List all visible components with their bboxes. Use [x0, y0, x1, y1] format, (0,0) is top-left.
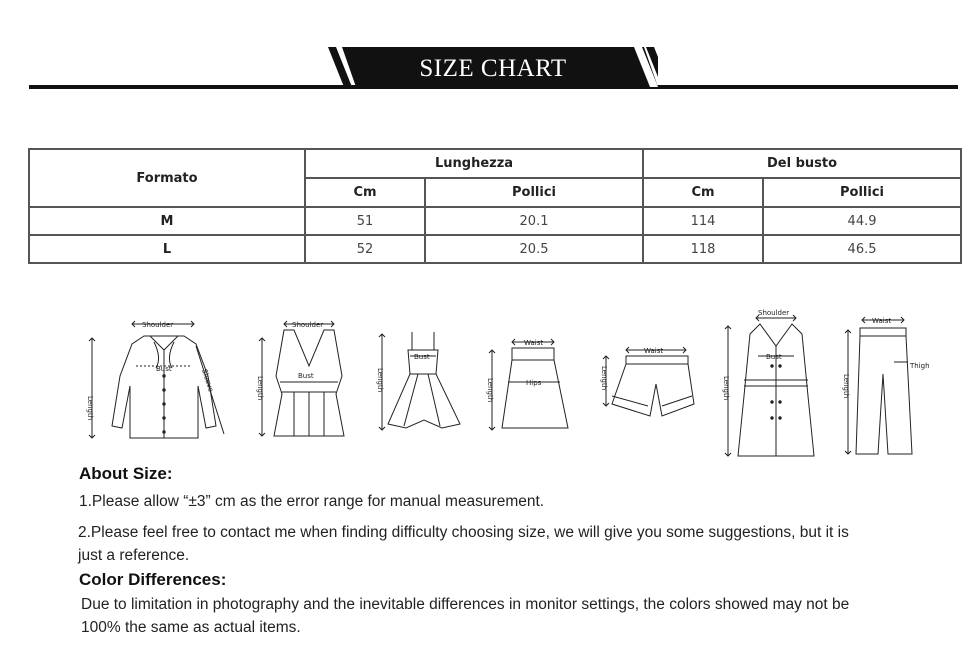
cell-length-cm: 52: [305, 235, 425, 263]
bust-label: Bust: [298, 372, 314, 380]
color-differences-note-cont: 100% the same as actual items.: [81, 619, 301, 636]
length-label: Length: [600, 366, 608, 391]
hips-label: Hips: [526, 379, 542, 387]
length-label: Length: [256, 376, 264, 401]
shirt-measurement-diagram: [84, 316, 234, 451]
cell-bust-inch: 44.9: [763, 207, 961, 235]
skirt-measurement-diagram: [484, 334, 579, 439]
cell-size: L: [29, 235, 305, 263]
coat-measurement-diagram: [720, 306, 820, 471]
cell-bust-inch: 46.5: [763, 235, 961, 263]
bust-label: Bust: [156, 365, 172, 373]
bust-label: Bust: [414, 353, 430, 361]
col-header-bust: Del busto: [643, 149, 961, 178]
col-header-length-cm: Cm: [305, 178, 425, 207]
about-size-note-1: 1.Please allow “±3” cm as the error range for manual measurement.: [79, 493, 545, 510]
thigh-label: Thigh: [910, 362, 930, 370]
length-label: Length: [86, 396, 94, 421]
col-header-length-inch: Pollici: [425, 178, 643, 207]
color-differences-note: Due to limitation in photography and the inevitable differences in monitor settings, the colors showed may not be: [81, 596, 850, 613]
shoulder-label: Shoulder: [292, 321, 324, 329]
about-size-heading: About Size:: [79, 464, 173, 483]
table-row: [29, 235, 961, 263]
page-title: SIZE CHART: [419, 55, 567, 82]
length-label: Length: [842, 374, 850, 399]
length-label: Length: [376, 368, 384, 393]
trousers-measurement-diagram: [840, 314, 940, 469]
tank-top-measurement-diagram: [254, 316, 354, 451]
dress-measurement-diagram: [374, 330, 469, 445]
sleeve-label: Sleeve: [200, 368, 215, 393]
color-differences-heading: Color Differences:: [79, 570, 227, 589]
bust-label: Bust: [766, 353, 782, 361]
table-header-row: [29, 149, 961, 178]
col-header-length: Lunghezza: [305, 149, 643, 178]
table-row: [29, 207, 961, 235]
waist-label: Waist: [524, 339, 544, 347]
shoulder-label: Shoulder: [142, 321, 174, 329]
length-label: Length: [722, 376, 730, 401]
col-header-format: Formato: [29, 149, 305, 207]
cell-length-inch: 20.1: [425, 207, 643, 235]
shorts-measurement-diagram: [598, 340, 698, 425]
waist-label: Waist: [872, 317, 892, 325]
cell-length-cm: 51: [305, 207, 425, 235]
about-size-note-2-cont: just a reference.: [78, 547, 190, 564]
cell-length-inch: 20.5: [425, 235, 643, 263]
shoulder-label: Shoulder: [758, 309, 790, 317]
col-header-bust-inch: Pollici: [763, 178, 961, 207]
size-table: [28, 148, 962, 264]
about-size-note-2: 2.Please feel free to contact me when finding difficulty choosing size, we will give you some suggestions, but it is: [78, 524, 849, 541]
size-chart-banner: [328, 47, 658, 87]
col-header-bust-cm: Cm: [643, 178, 763, 207]
cell-bust-cm: 114: [643, 207, 763, 235]
length-label: Length: [486, 378, 494, 403]
cell-bust-cm: 118: [643, 235, 763, 263]
cell-size: M: [29, 207, 305, 235]
waist-label: Waist: [644, 347, 664, 355]
